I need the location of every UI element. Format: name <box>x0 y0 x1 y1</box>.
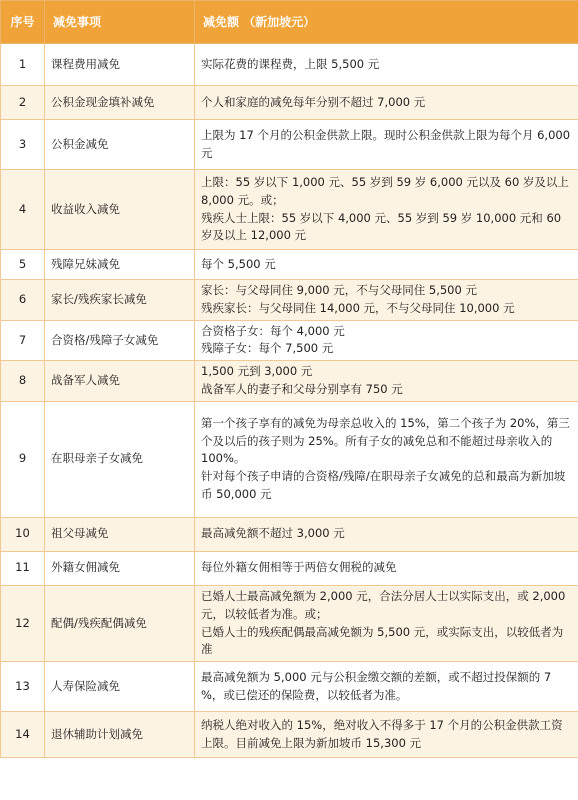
relief-item: 配偶/残疾配偶减免 <box>45 585 195 661</box>
relief-item: 残障兄妹减免 <box>45 250 195 280</box>
relief-amount-line: 家长：与父母同住 9,000 元，不与父母同住 5,500 元 <box>201 283 477 297</box>
table-header <box>1 1 578 44</box>
relief-amount-line: 最高减免额为 5,000 元与公积金缴交额的差额，或不超过投保额的 7 %，或已偿还的保险费，以较低者为准。 <box>201 669 552 702</box>
relief-amount <box>195 585 578 661</box>
row-number: 2 <box>1 86 45 120</box>
table-row <box>1 86 578 120</box>
relief-amount <box>195 86 578 120</box>
row-number: 14 <box>1 712 45 758</box>
header-amount: 减免额 （新加坡元） <box>195 1 578 44</box>
table-row <box>1 120 578 170</box>
row-number: 4 <box>1 170 45 250</box>
row-number: 12 <box>1 585 45 661</box>
relief-item: 公积金现金填补减免 <box>45 86 195 120</box>
relief-amount-line: 针对每个孩子申请的合资格/残障/在职母亲子女减免的总和最高为新加坡币 50,000 元 <box>201 469 566 502</box>
table-row <box>1 44 578 86</box>
relief-amount-line: 每位外籍女佣相等于两倍女佣税的减免 <box>201 560 397 575</box>
header-item: 减免事项 <box>45 1 195 44</box>
relief-amount <box>195 170 578 250</box>
relief-amount-line: 合资格子女：每个 4,000 元 <box>201 323 345 338</box>
relief-amount <box>195 280 578 321</box>
relief-item: 公积金减免 <box>45 120 195 170</box>
relief-item: 祖父母减免 <box>45 517 195 551</box>
relief-amount-line: 个人和家庭的减免每年分别不超过 7,000 元 <box>201 94 426 109</box>
relief-amount <box>195 662 578 712</box>
row-number: 10 <box>1 517 45 551</box>
relief-amount <box>195 44 578 86</box>
relief-item: 人寿保险减免 <box>45 662 195 712</box>
relief-amount-line: 1,500 元到 3,000 元 <box>201 364 313 379</box>
relief-amount <box>195 120 578 170</box>
relief-item: 外籍女佣减免 <box>45 551 195 585</box>
table-row <box>1 320 578 361</box>
relief-amount-line: 第一个孩子享有的减免为母亲总收入的 15%，第二个孩子为 20%，第三个及以后的孩子则为 25%。所有子女的减免总和不能超过母亲收入的 100%。 <box>201 415 570 466</box>
relief-item: 课程费用减免 <box>45 44 195 86</box>
table-row <box>1 551 578 585</box>
table-row <box>1 585 578 661</box>
relief-item: 在职母亲子女减免 <box>45 401 195 517</box>
relief-amount <box>195 250 578 280</box>
relief-amount-line: 残障子女：每个 7,500 元 <box>201 341 334 356</box>
relief-amount <box>195 712 578 758</box>
table-row <box>1 401 578 517</box>
row-number: 3 <box>1 120 45 170</box>
table-row <box>1 361 578 402</box>
relief-amount <box>195 551 578 585</box>
relief-amount-line: 已婚人士最高减免额为 2,000 元，合法分居人士以实际支出，或 2,000 元，以较低者为准。或； <box>201 588 566 621</box>
relief-amount-line: 实际花费的课程费，上限 5,500 元 <box>201 56 380 71</box>
row-number: 1 <box>1 44 45 86</box>
header-no: 序号 <box>1 1 45 44</box>
table-row <box>1 280 578 321</box>
row-number: 8 <box>1 361 45 402</box>
table-row <box>1 517 578 551</box>
relief-amount-line: 上限为 17 个月的公积金供款上限。现时公积金供款上限为每个月 6,000 元 <box>201 127 571 160</box>
row-number: 13 <box>1 662 45 712</box>
row-number: 11 <box>1 551 45 585</box>
relief-item: 战备军人减免 <box>45 361 195 402</box>
relief-item: 收益收入减免 <box>45 170 195 250</box>
relief-amount-line: 残疾家长：与父母同住 14,000 元，不与父母同住 10,000 元 <box>201 300 515 315</box>
relief-amount-line: 最高减免额不超过 3,000 元 <box>201 526 345 541</box>
table-row <box>1 662 578 712</box>
table-body <box>1 44 578 758</box>
table-row <box>1 250 578 280</box>
relief-amount-line: 每个 5,500 元 <box>201 256 276 271</box>
relief-amount-line: 战备军人的妻子和父母分别享有 750 元 <box>201 382 403 397</box>
header-row <box>1 1 578 44</box>
relief-amount-line: 残疾人士上限：55 岁以下 4,000 元、55 岁到 59 岁 10,000 元和 60 岁及以上 12,000 元 <box>201 210 562 243</box>
relief-amount <box>195 361 578 402</box>
relief-amount-line: 已婚人士的残疾配偶最高减免额为 5,500 元，或实际支出，以较低者为准 <box>201 624 564 657</box>
table-row <box>1 170 578 250</box>
row-number: 7 <box>1 320 45 361</box>
relief-amount <box>195 401 578 517</box>
relief-amount <box>195 517 578 551</box>
relief-amount-line: 纳税人绝对收入的 15%，绝对收入不得多于 17 个月的公积金供款工资上限。目前减免上限为新加坡币 15,300 元 <box>201 717 563 750</box>
row-number: 5 <box>1 250 45 280</box>
row-number: 9 <box>1 401 45 517</box>
table-row <box>1 712 578 758</box>
row-number: 6 <box>1 280 45 321</box>
relief-amount-line: 上限：55 岁以下 1,000 元、55 岁到 59 岁 6,000 元以及 60 岁及以上 8,000 元。或； <box>201 174 569 207</box>
relief-amount <box>195 320 578 361</box>
relief-item: 合资格/残障子女减免 <box>45 320 195 361</box>
relief-item: 退休辅助计划减免 <box>45 712 195 758</box>
relief-item: 家长/残疾家长减免 <box>45 280 195 321</box>
